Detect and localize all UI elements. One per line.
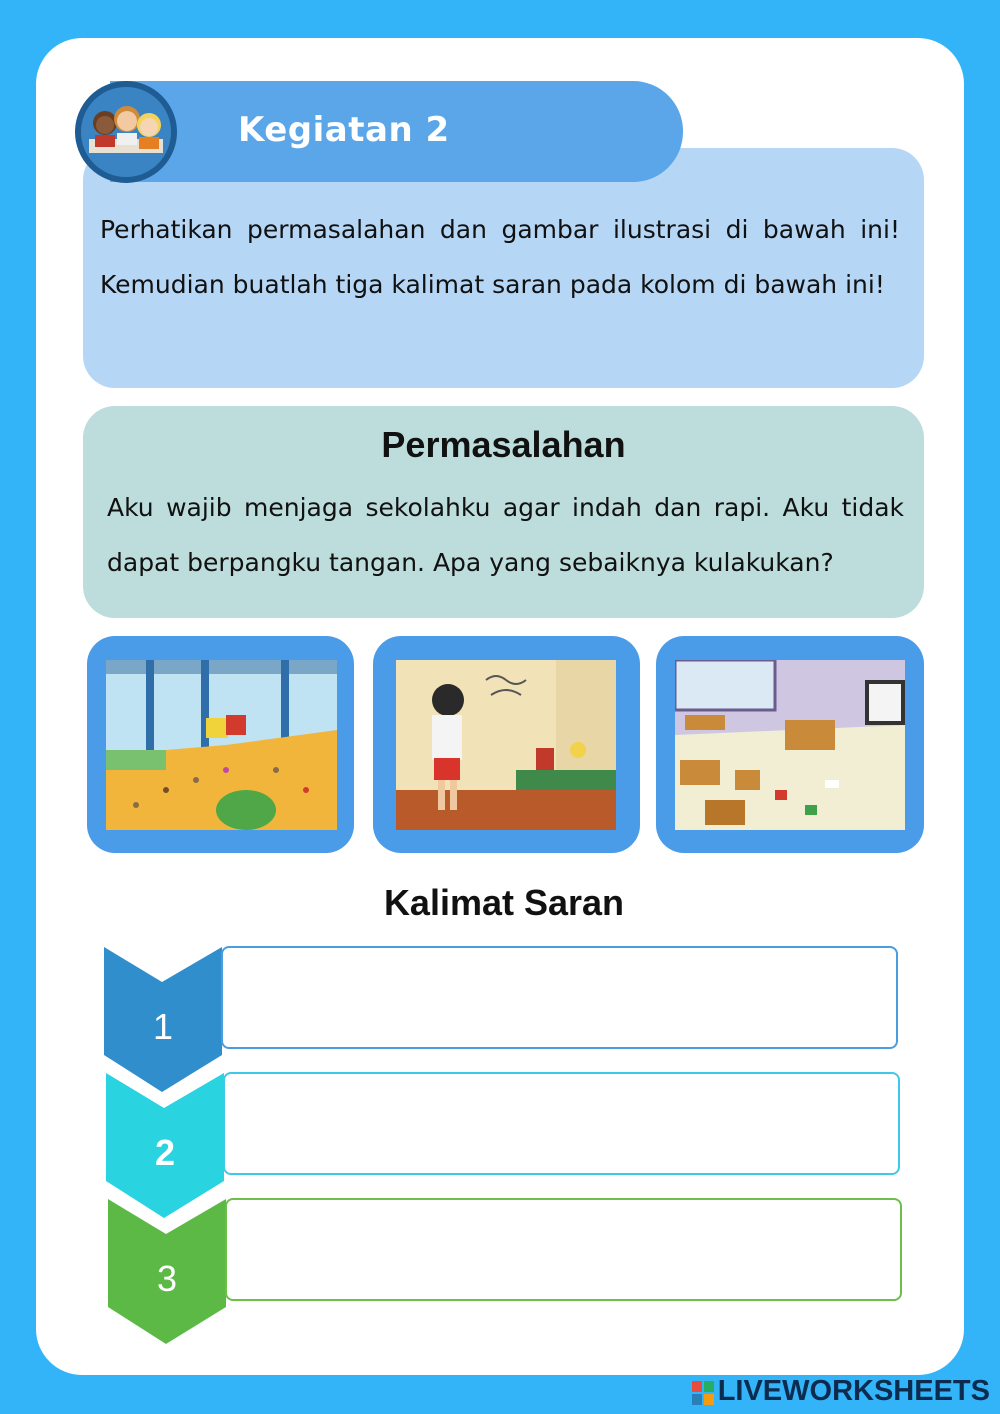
problem-text: Aku wajib menjaga sekolahku agar indah dan rapi. Aku tidak dapat berpangku tangan. Apa yang sebaiknya kulakukan? (107, 493, 904, 577)
problem-title: Permasalahan (381, 424, 626, 465)
illustration-frame-3 (656, 636, 924, 853)
messy-schoolyard-illustration (106, 660, 337, 830)
kids-avatar-icon (75, 81, 177, 183)
brand-name: LIVEWORKSHEETS (717, 1375, 990, 1407)
liveworksheets-branding (692, 1375, 990, 1408)
number-label-1: 1 (152, 1006, 174, 1047)
suggestion-input-1[interactable] (221, 946, 898, 1049)
number-label-3: 3 (156, 1258, 178, 1299)
number-label-2: 2 (154, 1132, 176, 1173)
illustration-frame-1 (87, 636, 354, 853)
suggestion-input-2[interactable] (223, 1072, 900, 1175)
liveworksheets-logo-icon (692, 1380, 714, 1404)
messy-classroom-illustration (675, 660, 905, 830)
suggestion-input-3[interactable] (225, 1198, 902, 1301)
activity-title: Kegiatan 2 (238, 110, 450, 150)
illustration-frame-2 (373, 636, 640, 853)
suggestions-title: Kalimat Saran (383, 882, 625, 923)
wall-scribbling-illustration (396, 660, 616, 830)
instruction-text: Perhatikan permasalahan dan gambar ilustrasi di bawah ini! Kemudian buatlah tiga kalimat saran pada kolom di bawah ini! (100, 215, 900, 299)
